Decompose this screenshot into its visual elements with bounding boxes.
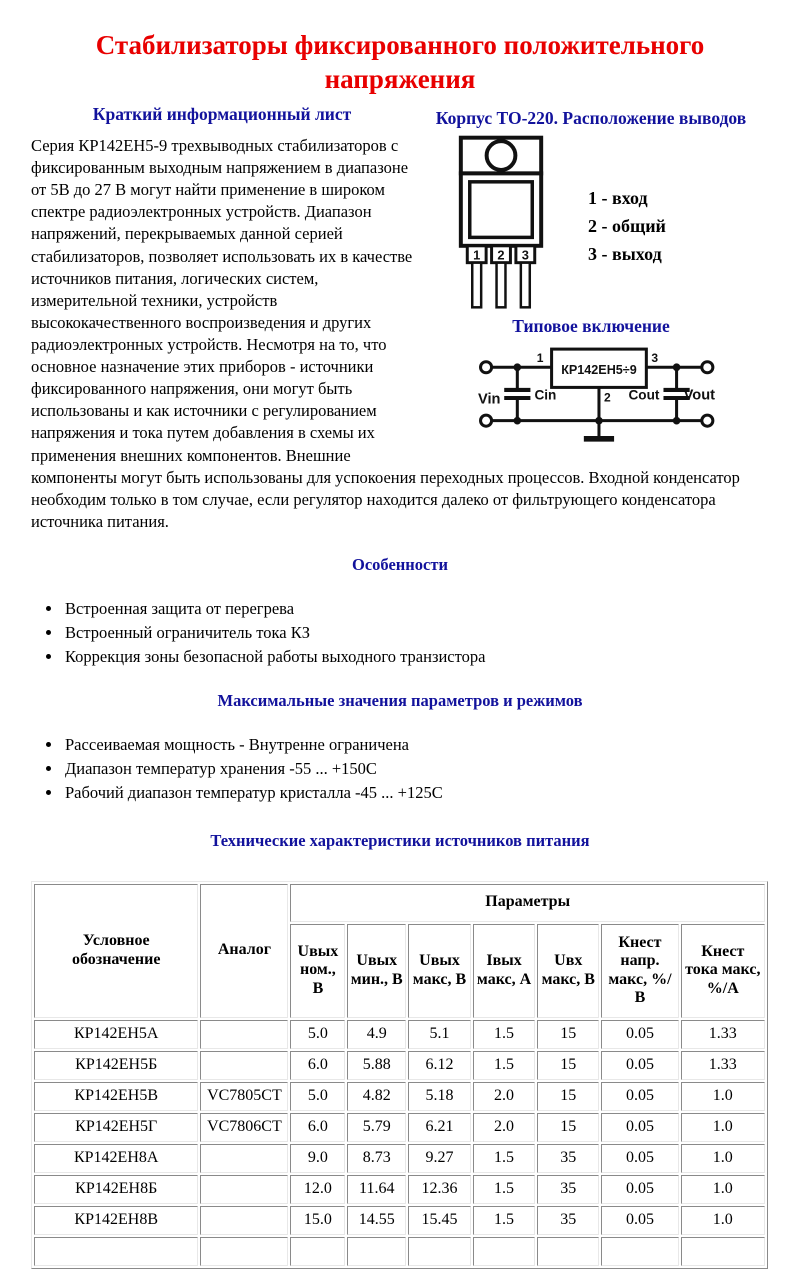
spec-cell: 0.05 [601, 1051, 678, 1080]
spec-cell: 12.0 [290, 1175, 345, 1204]
spec-cell: 1.0 [681, 1113, 765, 1142]
spec-cell: 5.1 [408, 1020, 471, 1049]
table-row [34, 1082, 765, 1111]
col-header: Uвых ном., В [290, 924, 345, 1018]
spec-cell [200, 1175, 288, 1204]
spec-cell: 1.5 [473, 1051, 535, 1080]
spec-cell: 35 [537, 1175, 599, 1204]
to220-package-figure [440, 135, 564, 310]
spec-cell: 6.0 [290, 1113, 345, 1142]
spec-cell: 5.0 [290, 1082, 345, 1111]
col-header-designation: Условное обозначение [34, 884, 198, 1018]
chip-label: КР142ЕН5÷9 [561, 362, 637, 377]
col-header: Uвых макс, В [408, 924, 471, 1018]
list-item: • Рабочий диапазон температур кристалла -45 ... +125С [63, 781, 769, 805]
spec-cell: 35 [537, 1206, 599, 1235]
spec-cell: 35 [537, 1144, 599, 1173]
junction-dot [513, 417, 521, 425]
pin-label: 1 - вход [588, 188, 648, 209]
col-header: Iвых макс, А [473, 924, 535, 1018]
features-heading: Особенности [352, 555, 448, 574]
intro-section [31, 104, 769, 533]
spec-cell: 6.0 [290, 1051, 345, 1080]
spec-cell: 6.21 [408, 1113, 471, 1142]
col-header: Uвх макс, В [537, 924, 599, 1018]
spec-cell: 1.5 [473, 1144, 535, 1173]
description-paragraph: Серия КР142ЕН5-9 трехвыводных стабилизаторов с фиксированным выходным напряжением в диапазоне от 5В до 27 В могут найти применение в широком спектре радиоэлектронных устройств. Диапазон напряжений, перекрываемых данной серией стабилизаторов, позволяет использовать их в качестве источников питания, логических систем, измерительной техники, устройств высококачественного воспроизведения и других радиоэлектронных устройств. Несмотря на то, что основное назначение этих приборов - источники фиксированного напряжения, они могут быть использованы и как источники с регулированием напряжения и тока путем добавления в схемы их применения внешних компонентов. Внешние компоненты могут быть использованы для успокоения переходных процессов. Входной конденсатор необходим только в том случае, если регулятор находится далеко от фильтрующего конденсатора источника питания. [31, 136, 740, 531]
spec-cell [200, 1237, 288, 1266]
spec-cell: 2.0 [473, 1113, 535, 1142]
col-header: Кнест тока макс, %/А [681, 924, 765, 1018]
spec-cell: 5.18 [408, 1082, 471, 1111]
pin-label: 3 - выход [588, 243, 662, 264]
spec-cell: КР142ЕН5Б [34, 1051, 198, 1080]
datasheet-page [0, 28, 800, 1229]
specs-table-heading: Технические характеристики источников питания [210, 830, 590, 850]
max-ratings-list [31, 733, 769, 805]
max-ratings-heading: Максимальные значения параметров и режимов [217, 690, 583, 710]
junction-dot [673, 363, 681, 371]
list-item: • Встроенный ограничитель тока КЗ [63, 621, 769, 645]
list-item: • Коррекция зоны безопасной работы выходного транзистора [63, 645, 769, 669]
spec-cell: 15 [537, 1113, 599, 1142]
circuit-pin2-label: 2 [604, 390, 611, 405]
spec-cell: 1.5 [473, 1175, 535, 1204]
typical-circuit-figure [477, 347, 729, 452]
spec-cell [200, 1020, 288, 1049]
spec-cell: 12.36 [408, 1175, 471, 1204]
spec-cell: 15.0 [290, 1206, 345, 1235]
terminal-icon [481, 415, 492, 426]
spec-cell: 0.05 [601, 1020, 678, 1049]
table-row [34, 1237, 765, 1266]
terminal-icon [702, 362, 713, 373]
spec-cell: 9.27 [408, 1144, 471, 1173]
spec-cell: 11.64 [347, 1175, 406, 1204]
spec-cell: 1.33 [681, 1020, 765, 1049]
vout-label: Vout [683, 387, 716, 404]
spec-cell: КР142ЕН5В [34, 1082, 198, 1111]
spec-cell: 1.5 [473, 1020, 535, 1049]
spec-cell: 0.05 [601, 1144, 678, 1173]
spec-cell: 1.5 [473, 1206, 535, 1235]
spec-cell: КР142ЕН5Г [34, 1113, 198, 1142]
spec-cell [681, 1237, 765, 1266]
spec-cell: 6.12 [408, 1051, 471, 1080]
spec-cell: 4.82 [347, 1082, 406, 1111]
junction-dot [595, 417, 603, 425]
spec-cell: 15.45 [408, 1206, 471, 1235]
spec-cell: 1.0 [681, 1144, 765, 1173]
spec-cell: VC7806CT [200, 1113, 288, 1142]
spec-cell [200, 1206, 288, 1235]
circuit-pin1-label: 1 [536, 351, 544, 366]
table-row [34, 1051, 765, 1080]
table-row [34, 1206, 765, 1235]
typical-circuit-heading: Типовое включение [512, 316, 670, 337]
col-header-parameters: Параметры [290, 884, 765, 922]
info-sheet-heading: Краткий информационный лист [92, 104, 352, 125]
spec-cell: КР142ЕН8А [34, 1144, 198, 1173]
list-item: • Рассеиваемая мощность - Внутренне ограничена [63, 733, 769, 757]
specs-table [31, 881, 768, 1269]
junction-dot [513, 363, 521, 371]
spec-cell [200, 1144, 288, 1173]
spec-cell: 5.0 [290, 1020, 345, 1049]
spec-cell [347, 1237, 406, 1266]
col-header: Uвых мин., В [347, 924, 406, 1018]
package-row [413, 135, 769, 310]
table-row [34, 1175, 765, 1204]
table-row [34, 1020, 765, 1049]
spec-cell: 0.05 [601, 1206, 678, 1235]
spec-cell: 14.55 [347, 1206, 406, 1235]
spec-cell: 8.73 [347, 1144, 406, 1173]
cin-label: Cin [534, 387, 557, 403]
spec-cell: 1.0 [681, 1082, 765, 1111]
junction-dot [673, 417, 681, 425]
figures-panel [413, 104, 769, 452]
spec-cell: 4.9 [347, 1020, 406, 1049]
spec-cell [601, 1237, 678, 1266]
col-header: Кнест напр. макс, %/В [601, 924, 678, 1018]
table-row [34, 1144, 765, 1173]
spec-cell [290, 1237, 345, 1266]
package-pin-number: 1 [473, 247, 481, 263]
spec-cell [537, 1237, 599, 1266]
circuit-pin3-label: 3 [651, 351, 659, 366]
spec-cell: КР142ЕН8Б [34, 1175, 198, 1204]
spec-cell: 15 [537, 1082, 599, 1111]
spec-cell: КР142ЕН8В [34, 1206, 198, 1235]
spec-cell: 9.0 [290, 1144, 345, 1173]
features-list [31, 597, 769, 669]
package-heading: Корпус ТО-220. Расположение выводов [435, 108, 747, 129]
spec-cell: 0.05 [601, 1113, 678, 1142]
table-row [34, 1113, 765, 1142]
spec-cell: 1.0 [681, 1206, 765, 1235]
spec-cell: 5.88 [347, 1051, 406, 1080]
terminal-icon [702, 415, 713, 426]
package-pin-number: 3 [521, 247, 529, 263]
spec-cell [200, 1051, 288, 1080]
spec-cell: 0.05 [601, 1175, 678, 1204]
spec-cell: 0.05 [601, 1082, 678, 1111]
capacitor-icon [504, 390, 530, 398]
cout-label: Cout [628, 387, 660, 403]
spec-cell: 1.0 [681, 1175, 765, 1204]
mounting-hole-icon [487, 141, 516, 170]
list-item: • Диапазон температур хранения -55 ... +150С [63, 757, 769, 781]
spec-cell [34, 1237, 198, 1266]
page-title: Стабилизаторы фиксированного положительного напряжения [95, 30, 705, 95]
spec-cell [473, 1237, 535, 1266]
vin-label: Vin [478, 391, 501, 408]
list-item: • Встроенная защита от перегрева [63, 597, 769, 621]
spec-cell: КР142ЕН5А [34, 1020, 198, 1049]
table-header-row [34, 884, 765, 922]
spec-cell: 2.0 [473, 1082, 535, 1111]
pin-label: 2 - общий [588, 215, 666, 236]
col-header-analog: Аналог [200, 884, 288, 1018]
spec-cell: 15 [537, 1051, 599, 1080]
spec-cell [408, 1237, 471, 1266]
package-pin-number: 2 [497, 247, 505, 263]
spec-cell: 5.79 [347, 1113, 406, 1142]
terminal-icon [481, 362, 492, 373]
spec-cell: 15 [537, 1020, 599, 1049]
spec-cell: 1.33 [681, 1051, 765, 1080]
pin-assignment-list [588, 185, 666, 269]
spec-cell: VC7805CT [200, 1082, 288, 1111]
